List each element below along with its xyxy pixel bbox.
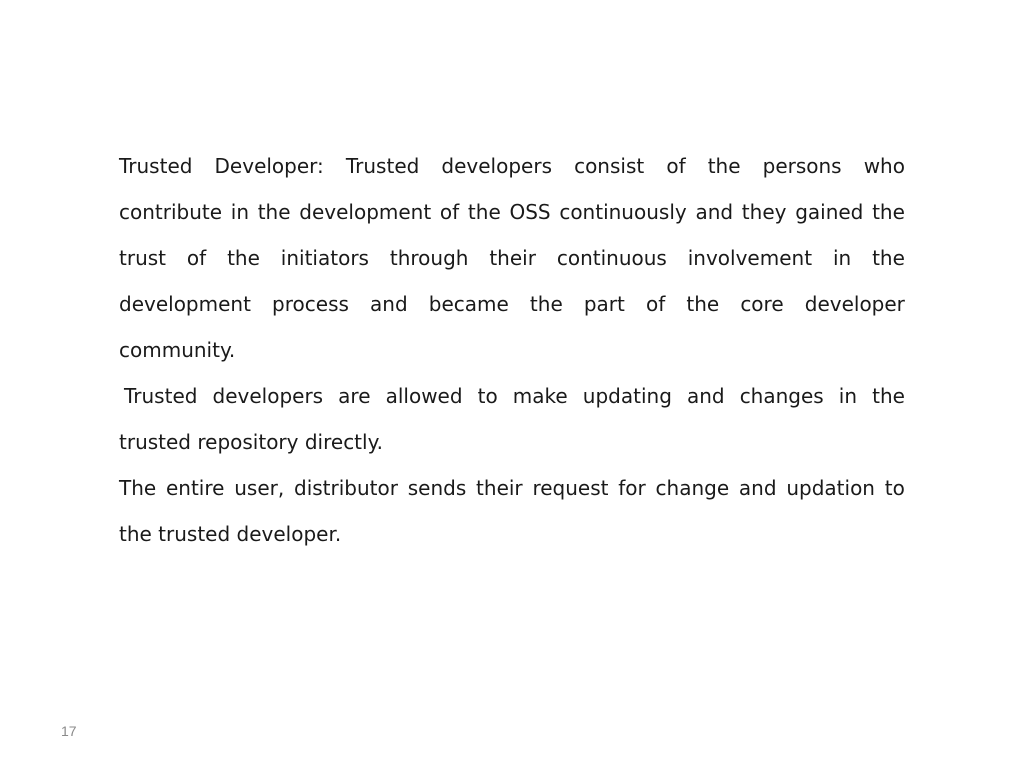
text-line: development process and became the part of the core developer: [119, 292, 905, 316]
text-line: The entire user, distributor sends their request for change and updation to: [119, 476, 905, 500]
text-line: Trusted developers are allowed to make updating and changes in the: [124, 384, 905, 408]
body-text: [119, 143, 905, 557]
text-line: community.: [119, 338, 236, 362]
text-line: trusted repository directly.: [119, 430, 383, 454]
text-line: contribute in the development of the OSS continuously and they gained the: [119, 200, 905, 224]
page-number: 17: [61, 723, 77, 739]
paragraph: [119, 373, 905, 465]
paragraph: [119, 465, 905, 557]
text-line: Trusted Developer: Trusted developers consist of the persons who: [119, 154, 905, 178]
paragraph: [119, 143, 905, 373]
text-line: the trusted developer.: [119, 522, 342, 546]
text-line: trust of the initiators through their continuous involvement in the: [119, 246, 905, 270]
